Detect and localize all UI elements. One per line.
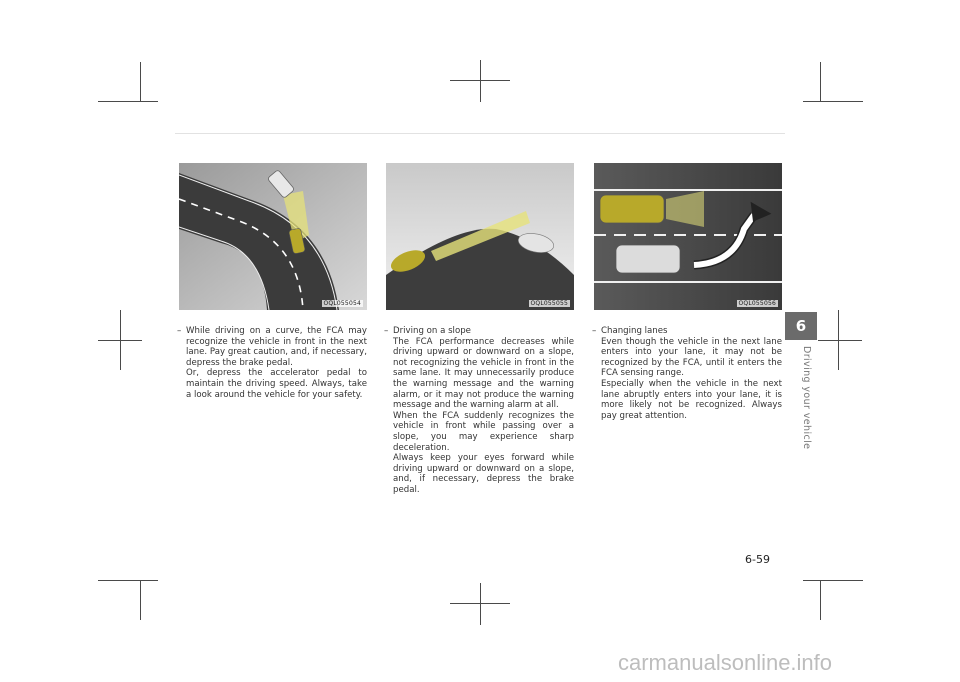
chapter-tab: 6 — [785, 312, 817, 340]
header-rule — [175, 133, 785, 134]
page-number: 6-59 — [745, 553, 770, 566]
crop-mark — [98, 580, 158, 581]
text-column-lanes — [592, 326, 782, 421]
crop-mark — [480, 583, 481, 625]
item-heading: Driving on a slope — [393, 326, 471, 336]
list-dash: – — [384, 326, 389, 336]
crop-mark — [820, 62, 821, 102]
crop-mark — [450, 80, 510, 81]
curve-illustration — [179, 163, 367, 310]
crop-mark — [140, 580, 141, 620]
crop-mark — [820, 580, 821, 620]
text-column-curve — [177, 326, 367, 400]
crop-mark — [98, 340, 142, 341]
figure-code: OQL055055 — [530, 300, 568, 307]
paragraph: While driving on a curve, the FCA may recognize the vehicle in front in the next lane. Pay great caution, and, if necessary, depress the brake pedal. — [186, 326, 367, 368]
figure-code: OQL055054 — [323, 300, 361, 307]
crop-mark — [98, 101, 158, 102]
crop-mark — [818, 340, 862, 341]
list-dash: – — [592, 326, 597, 336]
slope-illustration — [386, 163, 574, 310]
crop-mark — [480, 60, 481, 102]
text-column-slope — [384, 326, 574, 496]
item-heading: Changing lanes — [601, 326, 668, 336]
crop-mark — [140, 62, 141, 102]
paragraph: Especially when the vehicle in the next lane abruptly enters into your lane, it is more likely not be recognized. Always pay great attention. — [601, 378, 782, 421]
paragraph: Or, depress the accelerator pedal to maintain the driving speed. Always, take a look around the vehicle for your safety. — [186, 368, 367, 400]
figure-lane-change — [594, 163, 782, 310]
paragraph: The FCA performance decreases while driving upward or downward on a slope, not recognizing the vehicle in front in the same lane. It may unnecessarily produce the warning message and the warning alarm, or it may not produce the warning message and the warning alarm at all. — [393, 336, 574, 411]
crop-mark — [803, 101, 863, 102]
paragraph: Always keep your eyes forward while driving upward or downward on a slope, and, if necessary, depress the brake pedal. — [393, 453, 574, 495]
figure-curve — [179, 163, 367, 310]
watermark[interactable]: carmanualsonline.info — [618, 650, 833, 675]
chapter-title: Driving your vehicle — [801, 346, 812, 450]
crop-mark — [803, 580, 863, 581]
crop-mark — [450, 603, 510, 604]
figure-code: OQL055056 — [738, 300, 776, 307]
paragraph: When the FCA suddenly recognizes the vehicle in front while passing over a slope, you may experience sharp deceleration. — [393, 410, 574, 453]
paragraph: Even though the vehicle in the next lane enters into your lane, it may not be recognized by the FCA, until it enters the FCA sensing range. — [601, 336, 782, 379]
lane-change-illustration — [594, 163, 782, 310]
figure-slope — [386, 163, 574, 310]
list-dash: – — [177, 326, 182, 336]
